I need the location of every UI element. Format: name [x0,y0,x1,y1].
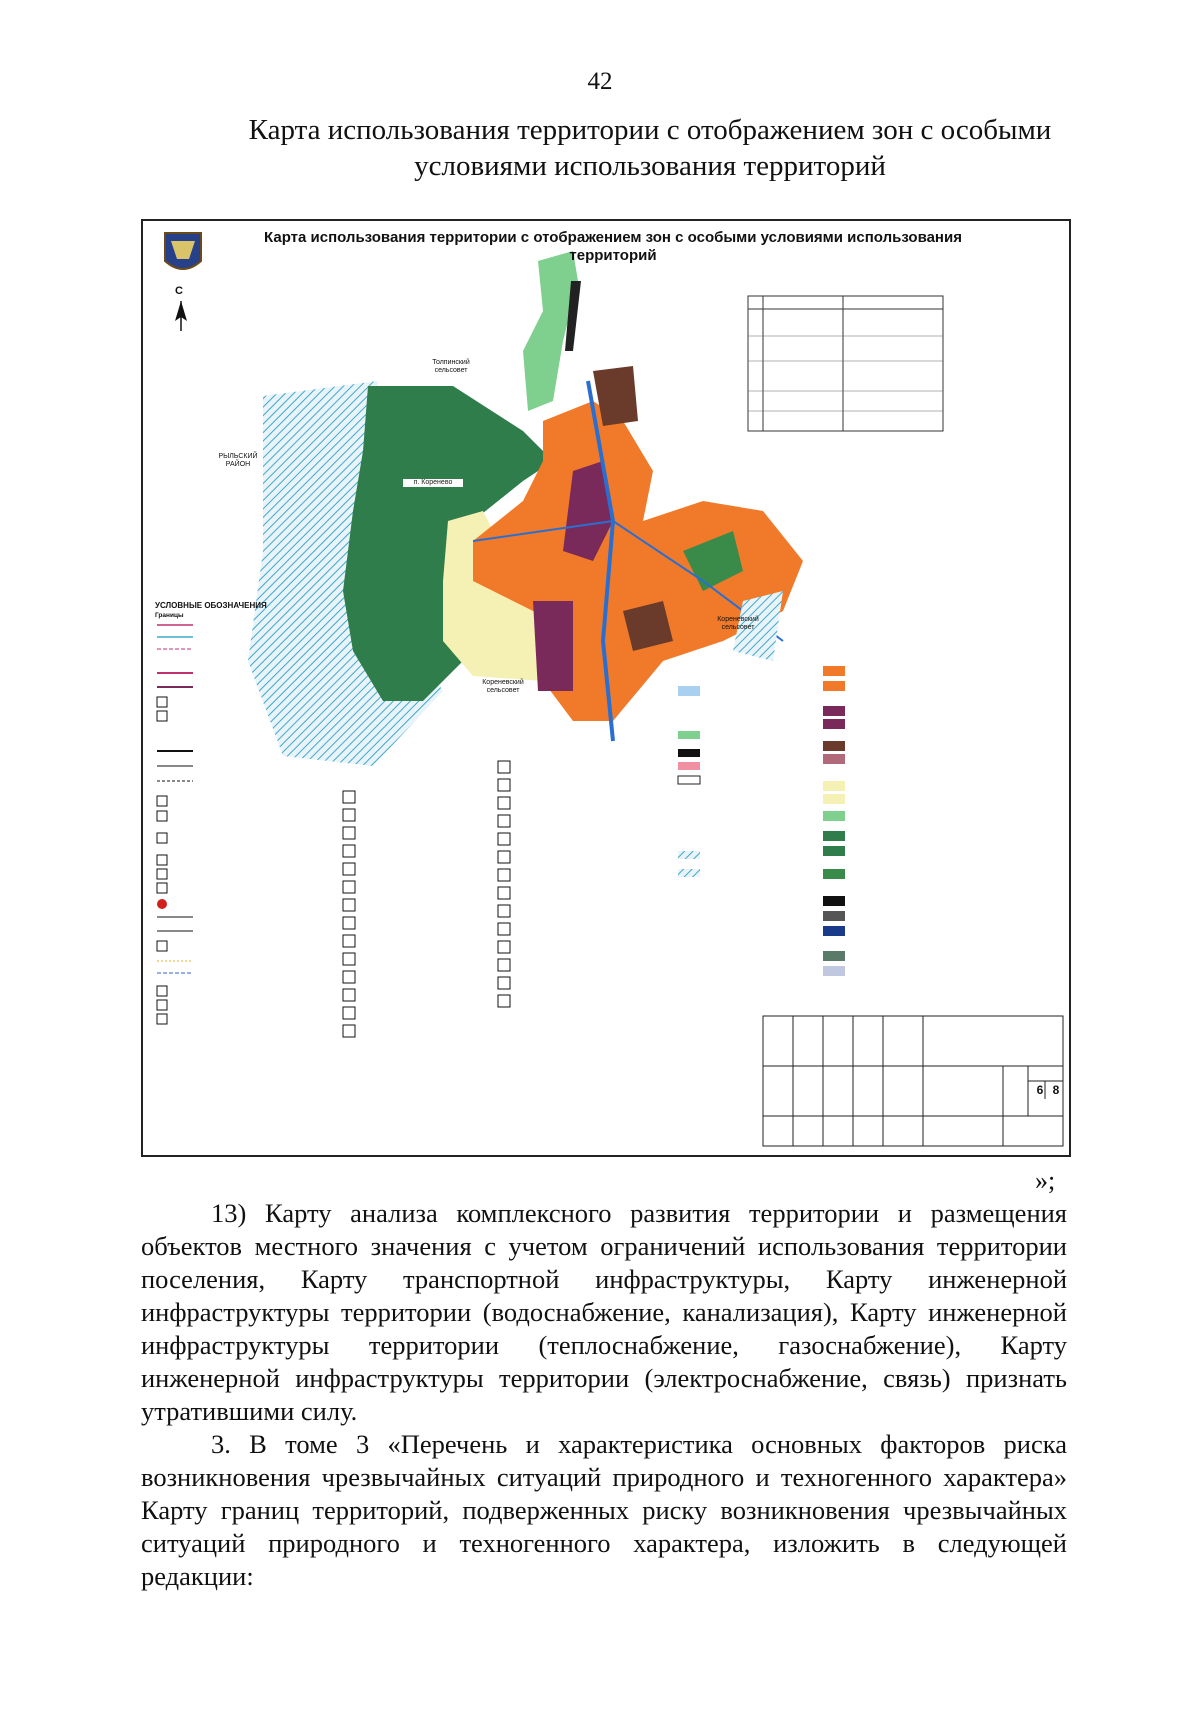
label-korenevsky-south: Кореневский сельсовет [482,679,524,694]
label-settlement: п. Коренево [403,479,463,487]
map-drawing [143,221,1069,1155]
paragraph: 13) Карту анализа комплексного развития территории и размещения объектов местного значения с учетом ограничений использования территории поселения, Карту транспортной инфраструктуры, Карту инженерной инфраструктуры территории (водоснабжение, канализация), Карту инженерной инфраструктуры территории (теплоснабжение, газоснабжение), Карту инженерной инфраструктуры территории (электроснабжение, связь) признать утратившими силу. [141,1198,1067,1426]
legend-subtitle: Границы [155,612,184,619]
body-text [141,1197,1067,1593]
zoning-legend [823,666,845,976]
label-rylsky: РЫЛЬСКИЙ РАЙОН [218,453,258,468]
label-tolpinsky: Толпинский сельсовет [432,359,470,374]
symbols-legend [343,761,510,1037]
page-number: 42 [587,68,613,95]
document-title: Карта использования территории с отображением зон с особыми условиями использования территорий [248,114,1052,182]
paragraph: 3. В томе 3 «Перечень и характеристика основных факторов риска возникновения чрезвычайных ситуаций природного и техногенного характера» Карту границ территорий, подверженных риску возникновения чрезвычайных ситуаций природного и техногенного характера, изложить в следующей редакции: [141,1429,1067,1591]
label-korenevsky-east: Кореневский сельсовет [717,616,759,631]
sheet-number: 6 [1036,1083,1044,1097]
compass-letter: С [175,285,183,297]
sheet-total: 8 [1052,1083,1060,1097]
legend-title: УСЛОВНЫЕ ОБОЗНАЧЕНИЯ [155,601,267,610]
boundaries-legend [157,625,193,1024]
closing-quote: »; [1035,1166,1056,1195]
title-block [763,1016,1063,1146]
map-figure [141,219,1071,1157]
objects-legend [678,686,700,877]
map-title: Карта использования территории с отображением зон с особыми условиями использования территорий [264,229,962,264]
coat-of-arms-icon [165,233,201,269]
north-arrow-icon [175,301,187,331]
heritage-table [748,296,943,431]
